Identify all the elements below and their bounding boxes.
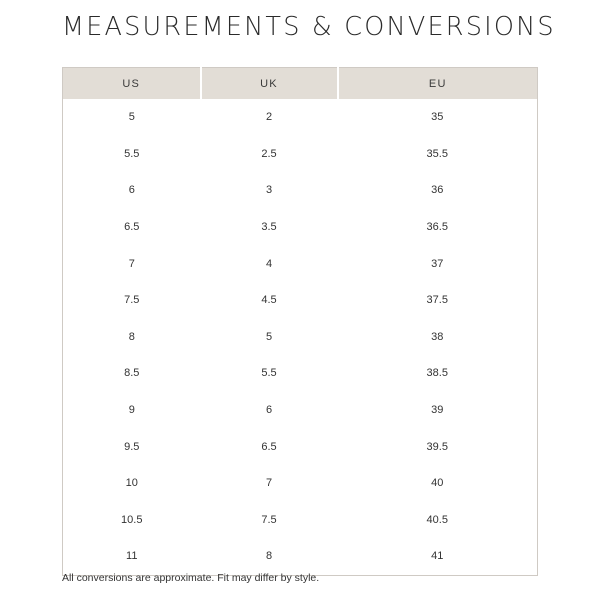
cell-us: 11 [126,550,138,563]
table-row [63,319,538,356]
cell-us: 5 [128,111,135,124]
size-conversion-table [62,67,538,576]
cell-us: 9.5 [124,440,140,453]
table-row [63,245,538,282]
cell-us: 6 [128,184,135,197]
column-header-us: US [63,68,201,100]
cell-us: 7 [128,257,135,270]
cell-uk: 5 [265,330,273,343]
cell-us: 5.5 [124,147,140,160]
cell-uk: 8 [265,550,273,563]
table-row [63,538,538,575]
footnote: All conversions are approximate. Fit may differ by style. [62,572,320,584]
column-header-eu: EU [338,68,538,100]
cell-us: 6.5 [124,221,140,234]
cell-eu: 35.5 [426,147,448,160]
cell-us: 7.5 [124,294,140,307]
cell-eu: 36 [431,184,444,197]
column-header-uk: UK [201,68,338,100]
cell-uk: 4 [265,257,273,270]
table-row [63,502,538,539]
cell-uk: 6.5 [261,440,277,453]
cell-eu: 36.5 [426,221,448,234]
cell-eu: 40 [431,477,444,490]
cell-us: 8 [128,330,135,343]
cell-uk: 7 [265,477,273,490]
cell-eu: 39 [431,404,444,417]
table-row [63,172,538,209]
cell-eu: 41 [431,550,444,563]
cell-uk: 7.5 [261,513,277,526]
cell-eu: 38.5 [426,367,448,380]
table-row [63,99,538,136]
cell-uk: 2 [265,111,273,124]
table-row [63,136,538,173]
cell-uk: 4.5 [261,294,277,307]
table-row [63,392,538,429]
cell-uk: 6 [265,404,273,417]
table-row [63,209,538,246]
cell-us: 9 [128,404,135,417]
cell-eu: 37 [431,257,444,270]
cell-us: 10.5 [121,513,143,526]
header-row [63,68,538,100]
cell-uk: 3 [265,184,273,197]
cell-eu: 39.5 [426,440,448,453]
table-row [63,428,538,465]
cell-eu: 35 [431,111,444,124]
cell-eu: 38 [431,330,444,343]
table-row [63,465,538,502]
cell-uk: 3.5 [261,221,277,234]
table-row [63,282,538,319]
table-row [63,355,538,392]
page-title: MEASUREMENTS & CONVERSIONS [62,12,556,42]
cell-us: 10 [125,477,138,490]
cell-eu: 40.5 [426,513,448,526]
table-body [63,99,538,575]
cell-uk: 5.5 [261,367,277,380]
table-header [63,68,538,100]
cell-us: 8.5 [124,367,140,380]
cell-eu: 37.5 [426,294,448,307]
cell-uk: 2.5 [261,147,277,160]
